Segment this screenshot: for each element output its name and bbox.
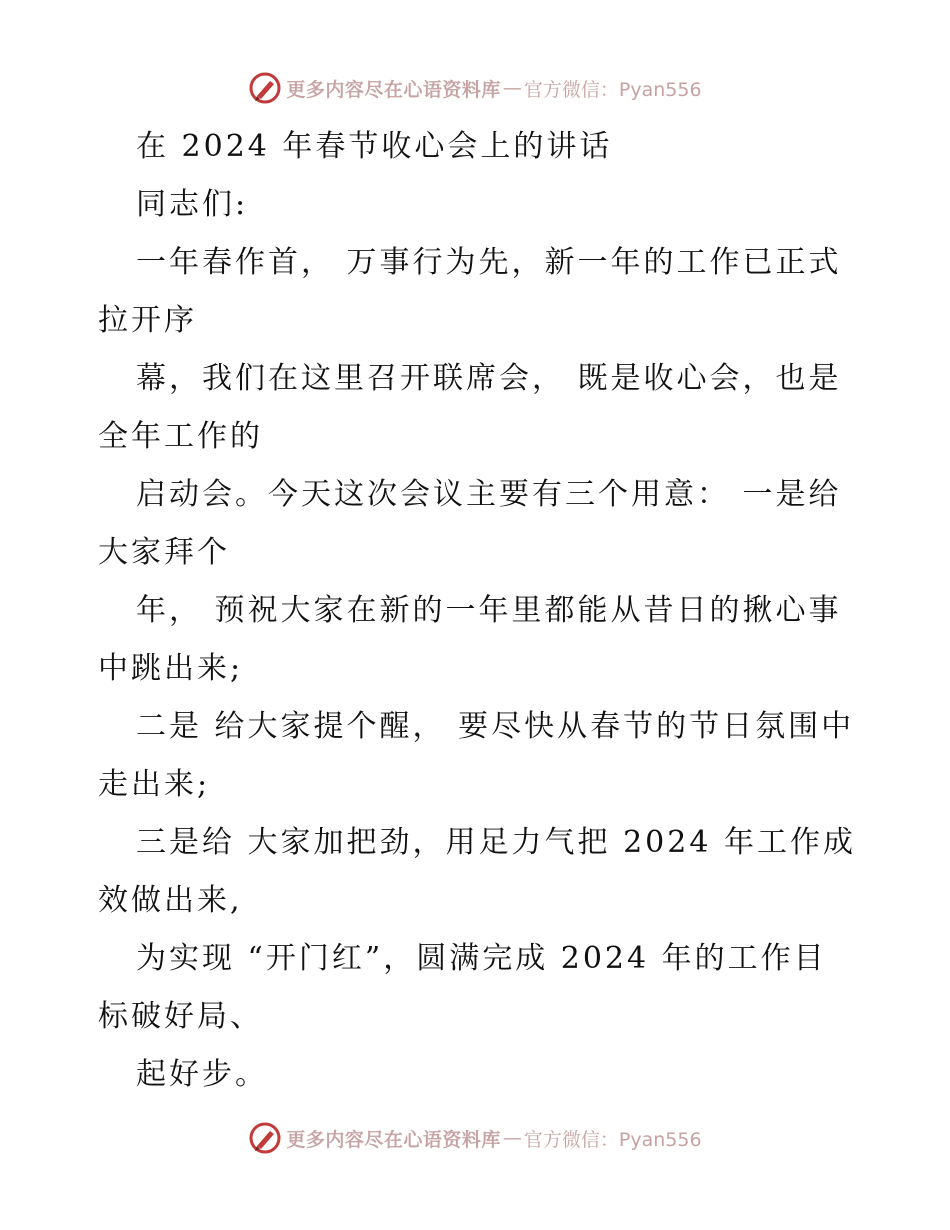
watermark-separator: — (502, 1127, 522, 1149)
paragraph: 年， 预祝大家在新的一年里都能从昔日的揪心事中跳出来; (98, 593, 842, 686)
pen-logo-icon (248, 1121, 282, 1155)
watermark-contact: 官方微信：Pyan556 (523, 1128, 702, 1151)
paragraph: 起好步。 (136, 1057, 268, 1092)
watermark-contact: 官方微信：Pyan556 (523, 78, 702, 101)
header-watermark (0, 68, 950, 108)
paragraph: 启动会。今天这次会议主要有三个用意： 一是给大家拜个 (98, 477, 842, 570)
watermark-separator: — (502, 77, 522, 99)
watermark-text: 更多内容尽在心语资料库 (286, 1128, 501, 1151)
paragraph: 为实现 “开门红”，圆满完成 2024 年的工作目标破好局、 (98, 941, 827, 1034)
document-body (98, 118, 858, 1104)
paragraph: 二是 给大家提个醒， 要尽快从春节的节日氛围中走出来; (98, 709, 855, 802)
paragraph: 一年春作首， 万事行为先，新一年的工作已正式拉开序 (98, 245, 842, 338)
paragraph: 三是给 大家加把劲，用足力气把 2024 年工作成效做出来, (98, 825, 856, 918)
watermark-text: 更多内容尽在心语资料库 (286, 78, 501, 101)
document-title: 在 2024 年春节收心会上的讲话 (136, 129, 613, 164)
pen-logo-icon (248, 71, 282, 105)
salutation: 同志们: (136, 187, 249, 222)
footer-watermark (0, 1118, 950, 1158)
paragraph: 幕，我们在这里召开联席会， 既是收心会，也是全年工作的 (98, 361, 842, 454)
